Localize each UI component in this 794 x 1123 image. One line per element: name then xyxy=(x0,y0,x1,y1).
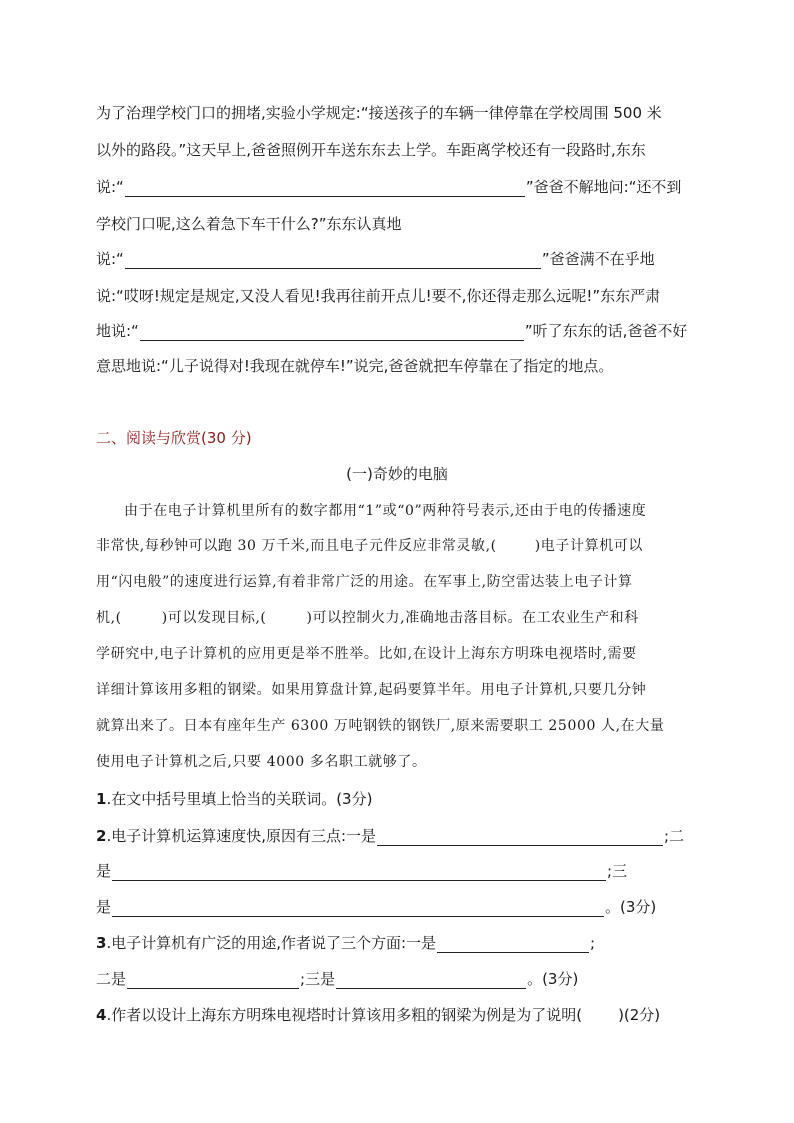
answer-blank-dongdong-2[interactable] xyxy=(125,250,541,269)
question-3-line-2: 二是 ;三是 。(3分) xyxy=(96,970,579,988)
q3-answer-blank-1[interactable] xyxy=(437,934,589,953)
article-line-8: 使用电子计算机之后,只要 4000 多名职工就够了。 xyxy=(96,754,427,770)
question-2-line-1: 2 .电子计算机运算速度快,原因有三点:一是 ;二 xyxy=(96,827,685,845)
passage-line-4: 学校门口呢,这么着急下车干什么?”东东认真地 xyxy=(96,215,402,233)
answer-blank-dongdong-1[interactable] xyxy=(125,178,525,197)
article-line-5: 学研究中,电子计算机的应用更是举不胜举。比如,在设计上海东方明珠电视塔时,需要 xyxy=(96,646,637,662)
passage-line-3: 说:“ ”爸爸不解地问:“还不到 xyxy=(96,178,682,196)
article-line-2: 非常快,每秒钟可以跑 30 万千米,而且电子元件反应非常灵敏,( )电子计算机可以 xyxy=(96,538,643,554)
passage-line-1: 为了治理学校门口的拥堵,实验小学规定:“接送孩子的车辆一律停靠在学校周围 500 米 xyxy=(96,104,662,122)
question-1: 1 .在文中括号里填上恰当的关联词。(3分) xyxy=(96,790,373,808)
passage-line-6: 说:“哎呀!规定是规定,又没人看见!我再往前开点儿!要不,你还得走那么远呢!”东东严肃 xyxy=(96,287,661,305)
passage-line-2: 以外的路段。”这天早上,爸爸照例开车送东东去上学。车距离学校还有一段路时,东东 xyxy=(96,141,646,159)
article-line-3: 用“闪电般”的速度进行运算,有着非常广泛的用途。在军事上,防空雷达装上电子计算 xyxy=(96,574,633,590)
passage-line-8: 意思地说:“儿子说得对!我现在就停车!”说完,爸爸就把车停靠在了指定的地点。 xyxy=(96,357,614,375)
question-2-line-3: 是 。(3分) xyxy=(96,898,657,916)
article-line-1: 由于在电子计算机里所有的数字都用“1”或“0”两种符号表示,还由于电的传播速度 xyxy=(124,503,647,519)
question-4: 4 .作者以设计上海东方明珠电视塔时计算该用多粗的钢梁为例是为了说明( )(2分) xyxy=(96,1006,661,1024)
article-line-4: 机,( )可以发现目标,( )可以控制火力,准确地击落目标。在工农业生产和科 xyxy=(96,610,639,626)
q3-answer-blank-3[interactable] xyxy=(336,970,526,989)
q2-answer-blank-1[interactable] xyxy=(377,827,663,846)
article-title: (一)奇妙的电脑 xyxy=(346,465,448,483)
q2-answer-blank-3[interactable] xyxy=(112,898,604,917)
article-line-7: 就算出来了。日本有座年生产 6300 万吨钢铁的钢铁厂,原来需要职工 25000 人,在大量 xyxy=(96,718,665,734)
q2-answer-blank-2[interactable] xyxy=(112,862,606,881)
passage-line-5: 说:“ ”爸爸满不在乎地 xyxy=(96,250,655,268)
q3-answer-blank-2[interactable] xyxy=(127,970,299,989)
article-line-6: 详细计算该用多粗的钢梁。如果用算盘计算,起码要算半年。用电子计算机,只要几分钟 xyxy=(96,682,647,698)
question-3-line-1: 3 .电子计算机有广泛的用途,作者说了三个方面:一是 ; xyxy=(96,934,596,952)
answer-blank-dongdong-3[interactable] xyxy=(140,322,524,341)
passage-line-7: 地说:“ ”听了东东的话,爸爸不好 xyxy=(96,322,688,340)
question-2-line-2: 是 ;三 xyxy=(96,862,628,880)
section-heading: 二、阅读与欣赏(30 分) xyxy=(96,429,252,447)
